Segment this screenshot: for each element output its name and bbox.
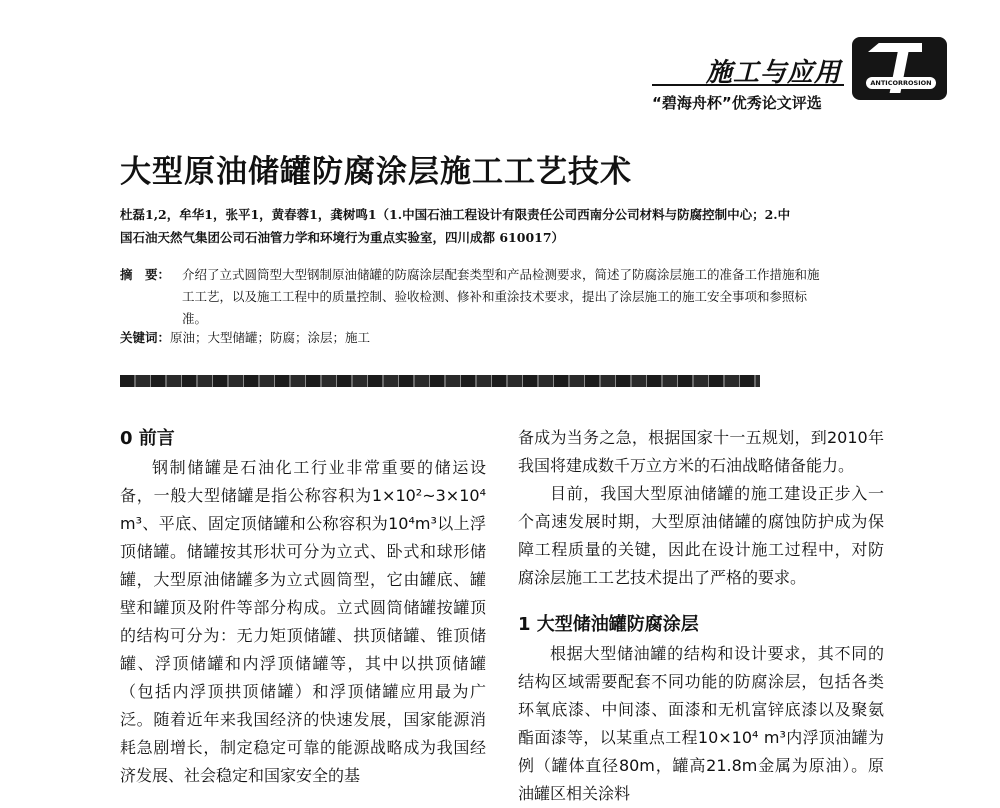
abstract-label: 摘 要： — [120, 267, 171, 282]
contest-label: “碧海舟杯”优秀论文评选 — [652, 94, 822, 112]
keywords-text: 原油；大型储罐；防腐；涂层；施工 — [170, 330, 371, 345]
section-heading-1: 1 大型储油罐防腐涂层 — [518, 614, 699, 635]
paragraph-3: 根据大型储油罐的结构和设计要求，其不同的结构区域需要配套不同功能的防腐涂层，包括各类环氧底漆、中间漆、面漆和无机富锌底漆以及聚氨酯面漆等，以某重点工程10×10⁴ m³内浮顶油罐为例（罐体直径80m，罐高21.8m金属为原油）。原油罐区相关涂料 — [518, 644, 884, 803]
keywords — [120, 328, 370, 346]
journal-section-title: 施工与应用 — [706, 58, 842, 88]
logo-text: ANTICORROSION — [866, 77, 936, 89]
abstract-text: 介绍了立式圆筒型大型钢制原油储罐的防腐涂层配套类型和产品检测要求，简述了防腐涂层施工的准备工作措施和施工工艺，以及施工工程中的质量控制、验收检测、修补和重涂技术要求，提出了涂层施工的施工安全事项和参照标准。 — [182, 267, 820, 326]
paragraph-2: 目前，我国大型原油储罐的施工建设正步入一个高速发展时期，大型原油储罐的腐蚀防护成为保障工程质量的关键，因此在设计施工过程中，对防腐涂层施工工艺技术提出了严格的要求。 — [518, 484, 884, 587]
right-column — [518, 424, 884, 808]
decorative-band — [120, 375, 760, 387]
abstract — [120, 264, 820, 330]
header-rule — [652, 84, 844, 86]
anticorrosion-logo — [852, 37, 947, 100]
keywords-label: 关键词： — [120, 330, 171, 345]
paper-title: 大型原油储罐防腐涂层施工工艺技术 — [120, 154, 632, 190]
authors-affiliation: 杜磊1,2，牟华1，张平1，黄春蓉1，龚树鸣1（1.中国石油工程设计有限责任公司西南分公司材料与防腐控制中心；2.中国石油天然气集团公司石油管力学和环境行为重点实验室，四川成都 610017） — [120, 207, 791, 245]
paragraph-1-continued: 备成为当务之急，根据国家十一五规划，到2010年我国将建成数千万立方米的石油战略储备能力。 — [518, 428, 884, 475]
left-column — [120, 424, 486, 790]
section-heading-0: 0 前言 — [120, 428, 175, 449]
paragraph-1: 钢制储罐是石油化工行业非常重要的储运设备，一般大型储罐是指公称容积为1×10²~3×10⁴ m³、平底、固定顶储罐和公称容积为10⁴m³以上浮顶储罐。储罐按其形状可分为立式、卧式和球形储罐，大型原油储罐多为立式圆筒型，它由罐底、罐壁和罐顶及附件等部分构成。立式圆筒储罐按罐顶的结构可分为：无力矩顶储罐、拱顶储罐、锥顶储罐、浮顶储罐和内浮顶储罐等，其中以拱顶储罐（包括内浮顶拱顶储罐）和浮顶储罐应用最为广泛。随着近年来我国经济的快速发展，国家能源消耗急剧增长，制定稳定可靠的能源战略成为我国经济发展、社会稳定和国家安全的基 — [120, 458, 486, 785]
